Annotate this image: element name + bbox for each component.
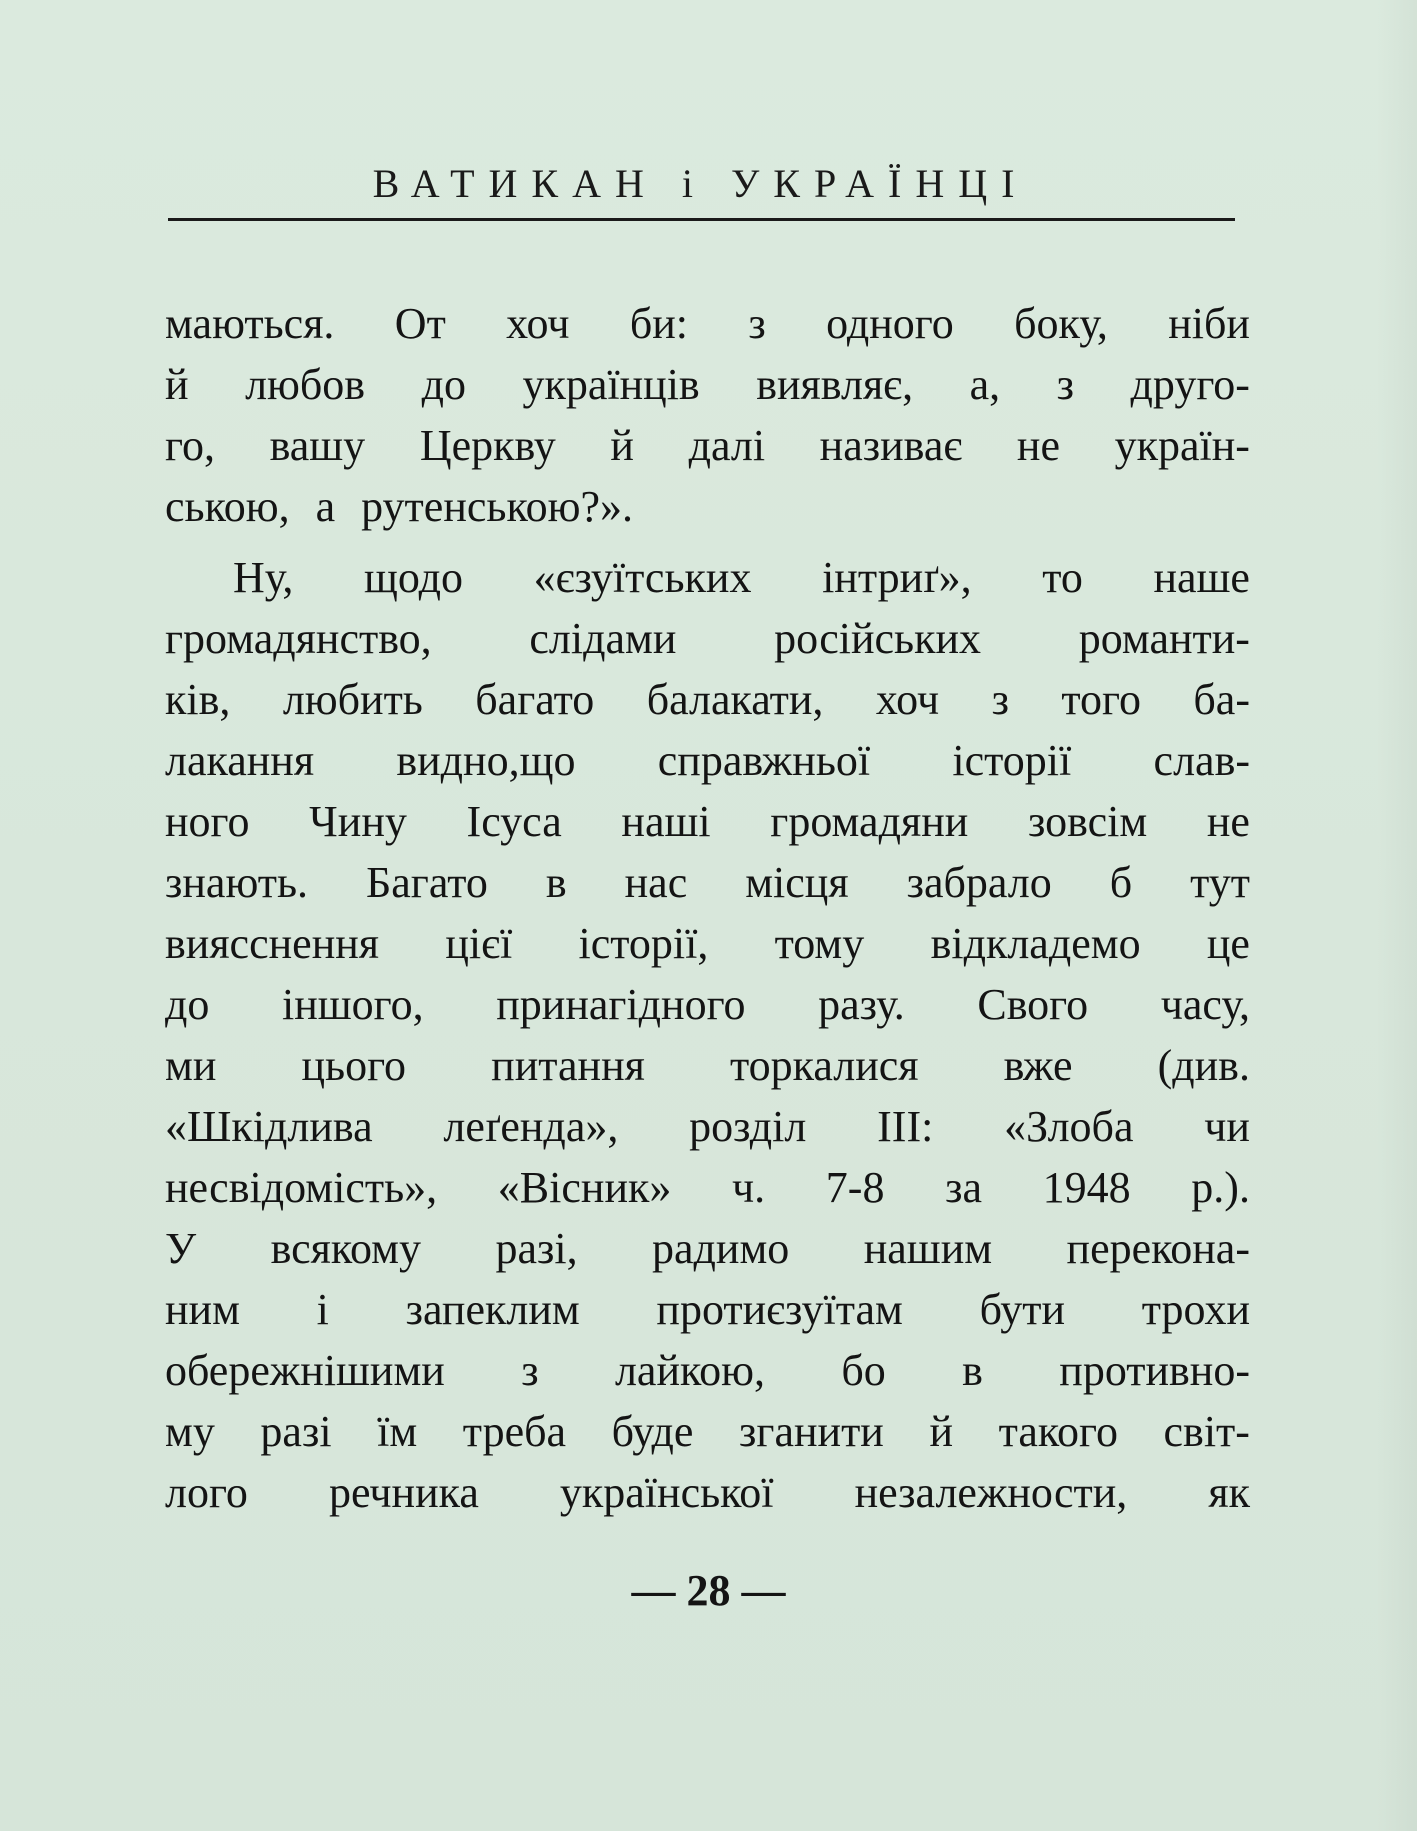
text-line: ків, любить багато балакати, хоч з того ба- [165, 675, 1250, 724]
text-line: У всякому разі, радимо нашим переконa- [165, 1224, 1250, 1273]
header-rule [168, 218, 1235, 221]
paragraph-gap [165, 537, 1250, 547]
text-line: маються. От хоч би: з одного боку, ніби [165, 299, 1250, 348]
text-line: до іншого, принагідного разу. Свого часу, [165, 980, 1250, 1029]
text-line: лакання видно,що справжньої історії слав- [165, 736, 1250, 785]
text-line: знають. Багато в нас місця забрало б тут [165, 858, 1250, 907]
body-text [165, 293, 1250, 1523]
text-line: му разі їм треба буде зганити й такого світ- [165, 1407, 1250, 1456]
text-line: громадянство, слідами російських романти- [165, 614, 1250, 663]
text-line: й любов до українців виявляє, а, з друго- [165, 360, 1250, 409]
running-head: ВАТИКАН і УКРАЇНЦІ [372, 161, 1029, 206]
text-line: лого речника української незалежности, як [165, 1468, 1250, 1517]
text-line: «Шкідлива леґенда», розділ III: «Злоба чи [165, 1102, 1250, 1151]
text-line: Ну, щодо «єзуїтських інтриґ», то наше [233, 553, 1250, 602]
text-line: ською, а рутенською?». [165, 482, 634, 531]
page-number: — 28 — [631, 1566, 786, 1615]
page-edge-shadow [1377, 0, 1417, 1831]
text-line: ного Чину Ісуса наші громадяни зовсім не [165, 797, 1250, 846]
text-line: обережнішими з лайкою, бо в противно- [165, 1346, 1250, 1395]
text-line: несвідомість», «Вісник» ч. 7-8 за 1948 р.). [165, 1163, 1250, 1212]
text-line: виясснення цієї історії, тому відкладемо це [165, 919, 1250, 968]
text-line: ми цього питання торкалися вже (див. [165, 1041, 1250, 1090]
text-line: го, вашу Церкву й далі називає не україн- [165, 421, 1250, 470]
text-line: ним і запеклим протиєзуїтам бути трохи [165, 1285, 1250, 1334]
